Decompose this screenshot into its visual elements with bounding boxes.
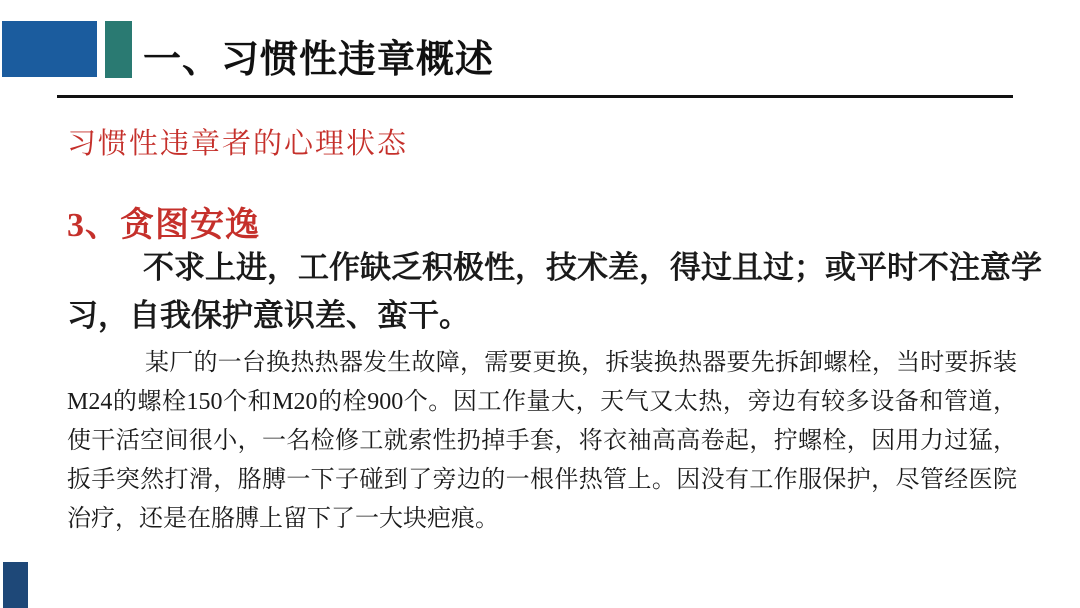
- point-heading: 3、贪图安逸: [67, 207, 260, 244]
- header-accent-blue-block: [2, 21, 97, 77]
- bottom-left-accent-bar: [3, 562, 28, 608]
- section-heading: 习惯性违章者的心理状态: [67, 128, 409, 160]
- header-divider-line: [57, 95, 1013, 98]
- header-accent-teal-block: [105, 21, 132, 78]
- summary-paragraph: 不求上进，工作缺乏积极性，技术差，得过且过；或平时不注意学习，自我保护意识差、蛮干。: [67, 250, 1042, 333]
- slide-title: 一、习惯性违章概述: [143, 39, 495, 81]
- case-study-paragraph: 某厂的一台换热热器发生故障，需要更换，拆装换热器要先拆卸螺栓，当时要拆装M24的螺栓150个和M20的栓900个。因工作量大，天气又太热，旁边有较多设备和管道，使干活空间很小，一名检修工就索性扔掉手套，将衣袖高高卷起，拧螺栓，因用力过猛，扳手突然打滑，胳膊一下子碰到了旁边的一根伴热管上。因没有工作服保护，尽管经医院治疗，还是在胳膊上留下了一大块疤痕。: [67, 350, 1017, 532]
